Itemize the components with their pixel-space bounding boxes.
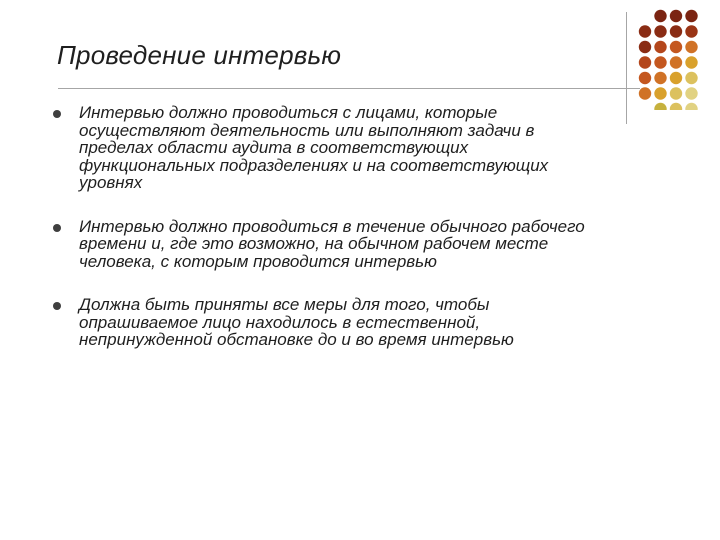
decoration-dot <box>639 41 651 53</box>
decoration-dot <box>670 10 682 22</box>
decoration-dot <box>685 72 697 84</box>
bullet-dot-icon <box>53 110 61 118</box>
decoration-dot <box>685 87 697 99</box>
bullet-line: непринужденной обстановке до и во время интервью <box>79 330 514 349</box>
decoration-dot <box>654 25 666 37</box>
decoration-dot <box>639 25 651 37</box>
decoration-dot <box>685 41 697 53</box>
decoration-dot <box>670 56 682 68</box>
title-underline <box>58 88 640 89</box>
decoration-dot <box>685 56 697 68</box>
decoration-dot <box>654 56 666 68</box>
slide-title: Проведение интервью <box>57 40 342 70</box>
bullet-line: пределах области аудита в соответствующих <box>79 138 469 157</box>
bullet-line: функциональных подразделениях и на соответствующих <box>79 155 549 175</box>
decoration-dot <box>654 41 666 53</box>
decoration-dot <box>654 72 666 84</box>
bullet-dot-icon <box>53 224 61 232</box>
decoration-dot <box>654 10 666 22</box>
decoration-dot <box>670 72 682 84</box>
bullet-item <box>46 218 711 271</box>
bullet-line: Интервью должно проводиться в течение обычного рабочего <box>79 216 585 236</box>
bullet-item <box>46 296 711 349</box>
bullet-line: Интервью должно проводиться с лицами, которые <box>79 103 498 122</box>
bullet-list <box>46 104 711 349</box>
decoration-dot <box>639 56 651 68</box>
decoration-dot <box>639 87 651 99</box>
bullet-line: Должна быть приняты все меры для того, чтобы <box>79 295 490 314</box>
bullet-line: человека, с которым проводится интервью <box>79 251 437 271</box>
bullet-item <box>46 104 711 192</box>
dot-grid-decoration <box>635 8 715 110</box>
bullet-dot-icon <box>53 302 61 310</box>
bullet-line: опрашиваемое лицо находилось в естественной, <box>79 312 481 332</box>
decoration-dot <box>670 87 682 99</box>
decoration-dot <box>685 10 697 22</box>
decoration-dot <box>654 87 666 99</box>
bullet-line: уровнях <box>79 173 143 192</box>
decoration-dot <box>639 72 651 84</box>
decoration-dot <box>670 25 682 37</box>
decoration-dot <box>670 41 682 53</box>
bullet-line: осуществляют деятельность или выполняют задачи в <box>79 120 535 140</box>
bullet-line: времени и, где это возможно, на обычном рабочем месте <box>79 234 549 253</box>
decoration-dot <box>685 25 697 37</box>
